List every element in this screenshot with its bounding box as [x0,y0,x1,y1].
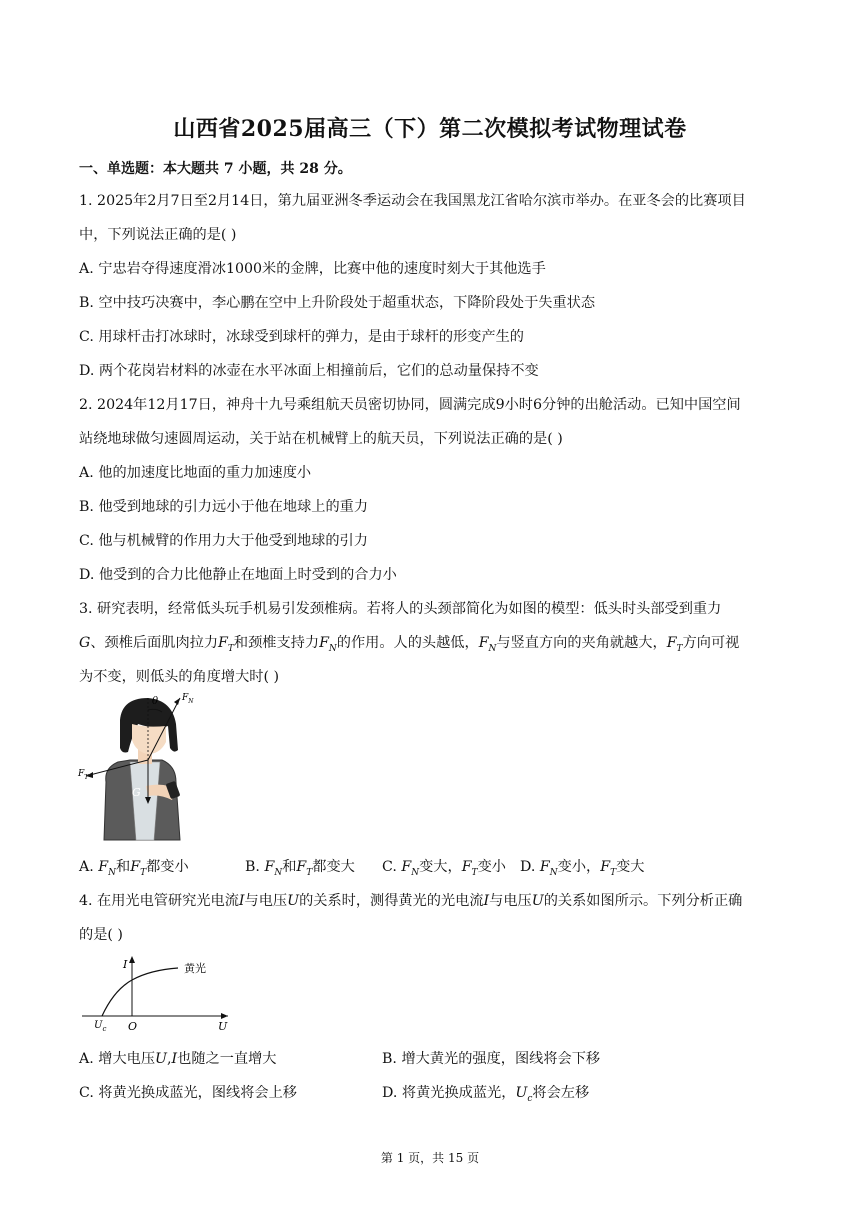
q3-stem-line2: G、颈椎后面肌肉拉力$F_T$和颈椎支持力$F_N$的作用。人的头越低，$F_N$与竖直方向的夹角就越大，$F_T$方向可视 [79,635,740,654]
q1-option-a: A. 宁忠岩夺得速度滑冰1000米的金牌，比赛中他的速度时刻大于其他选手 [79,261,546,277]
iu-curve-figure [78,952,238,1032]
q3-option-a: A. $F_N$和$F_T$都变小 [79,859,189,878]
curve-label: 黄光 [184,962,206,975]
q4-option-d: D. 将黄光换成蓝光，$U_c$将会左移 [382,1085,590,1104]
q1-option-c: C. 用球杆击打冰球时，冰球受到球杆的弹力，是由于球杆的形变产生的 [79,329,524,345]
q1-option-d: D. 两个花岗岩材料的冰壶在水平冰面上相撞前后，它们的总动量保持不变 [79,363,539,379]
q3-option-c: C. $F_N$变大，$F_T$变小 [382,859,506,878]
q2-stem-line2: 站绕地球做匀速圆周运动，关于站在机械臂上的航天员，下列说法正确的是( ) [79,431,563,447]
q2-option-a: A. 他的加速度比地面的重力加速度小 [79,465,312,481]
q3-stem-line1: 3. 研究表明，经常低头玩手机易引发颈椎病。若将人的头颈部简化为如图的模型：低头时头部受到重力 [79,601,722,617]
q4-stem-line1: 4. 在用光电管研究光电流I与电压U的关系时，测得黄光的光电流I与电压U的关系如图所示。下列分析正确 [79,893,743,909]
q3-stem-line3: 为不变，则低头的角度增大时( ) [79,669,280,685]
uc-label: $U_c$ [94,1020,107,1032]
fn-label: $F_N$ [182,693,194,705]
page-footer: 第 1 页，共 15 页 [380,1151,480,1165]
i-axis-label: I [123,958,128,971]
q2-option-b: B. 他受到地球的引力远小于他在地球上的重力 [79,499,369,515]
neck-force-figure [76,690,206,842]
u-axis-label: U [218,1020,228,1032]
q4-stem-line2: 的是( ) [79,927,123,943]
q1-stem-line2: 中，下列说法正确的是( ) [79,227,237,243]
g-label: G [132,786,141,799]
q2-stem-line1: 2. 2024年12月17日，神舟十九号乘组航天员密切协同，圆满完成9小时6分钟的出舱活动。已知中国空间 [79,397,741,413]
q2-option-d: D. 他受到的合力比他静止在地面上时受到的合力小 [79,567,397,583]
q4-option-c: C. 将黄光换成蓝光，图线将会上移 [79,1085,297,1101]
yellow-light-curve [102,968,178,1016]
section-heading: 一、单选题：本大题共 7 小题，共 28 分。 [79,161,352,177]
theta-label: θ [152,696,159,707]
q1-option-b: B. 空中技巧决赛中，李心鹏在空中上升阶段处于超重状态，下降阶段处于失重状态 [79,295,596,311]
q1-stem-line1: 1. 2025年2月7日至2月14日，第九届亚洲冬季运动会在我国黑龙江省哈尔滨市举办。在亚冬会的比赛项目 [79,193,746,209]
q4-option-a: A. 增大电压U,I也随之一直增大 [79,1051,277,1067]
face-shape [132,724,166,754]
q4-option-b: B. 增大黄光的强度，图线将会下移 [382,1051,601,1067]
origin-label: O [128,1020,138,1032]
ft-label: $F_T$ [78,769,89,781]
exam-title: 山西省2025届高三（下）第二次模拟考试物理试卷 [173,116,687,142]
q3-option-d: D. $F_N$变小，$F_T$变大 [520,859,645,878]
q2-option-c: C. 他与机械臂的作用力大于他受到地球的引力 [79,533,368,549]
q3-option-b: B. $F_N$和$F_T$都变大 [245,859,355,878]
